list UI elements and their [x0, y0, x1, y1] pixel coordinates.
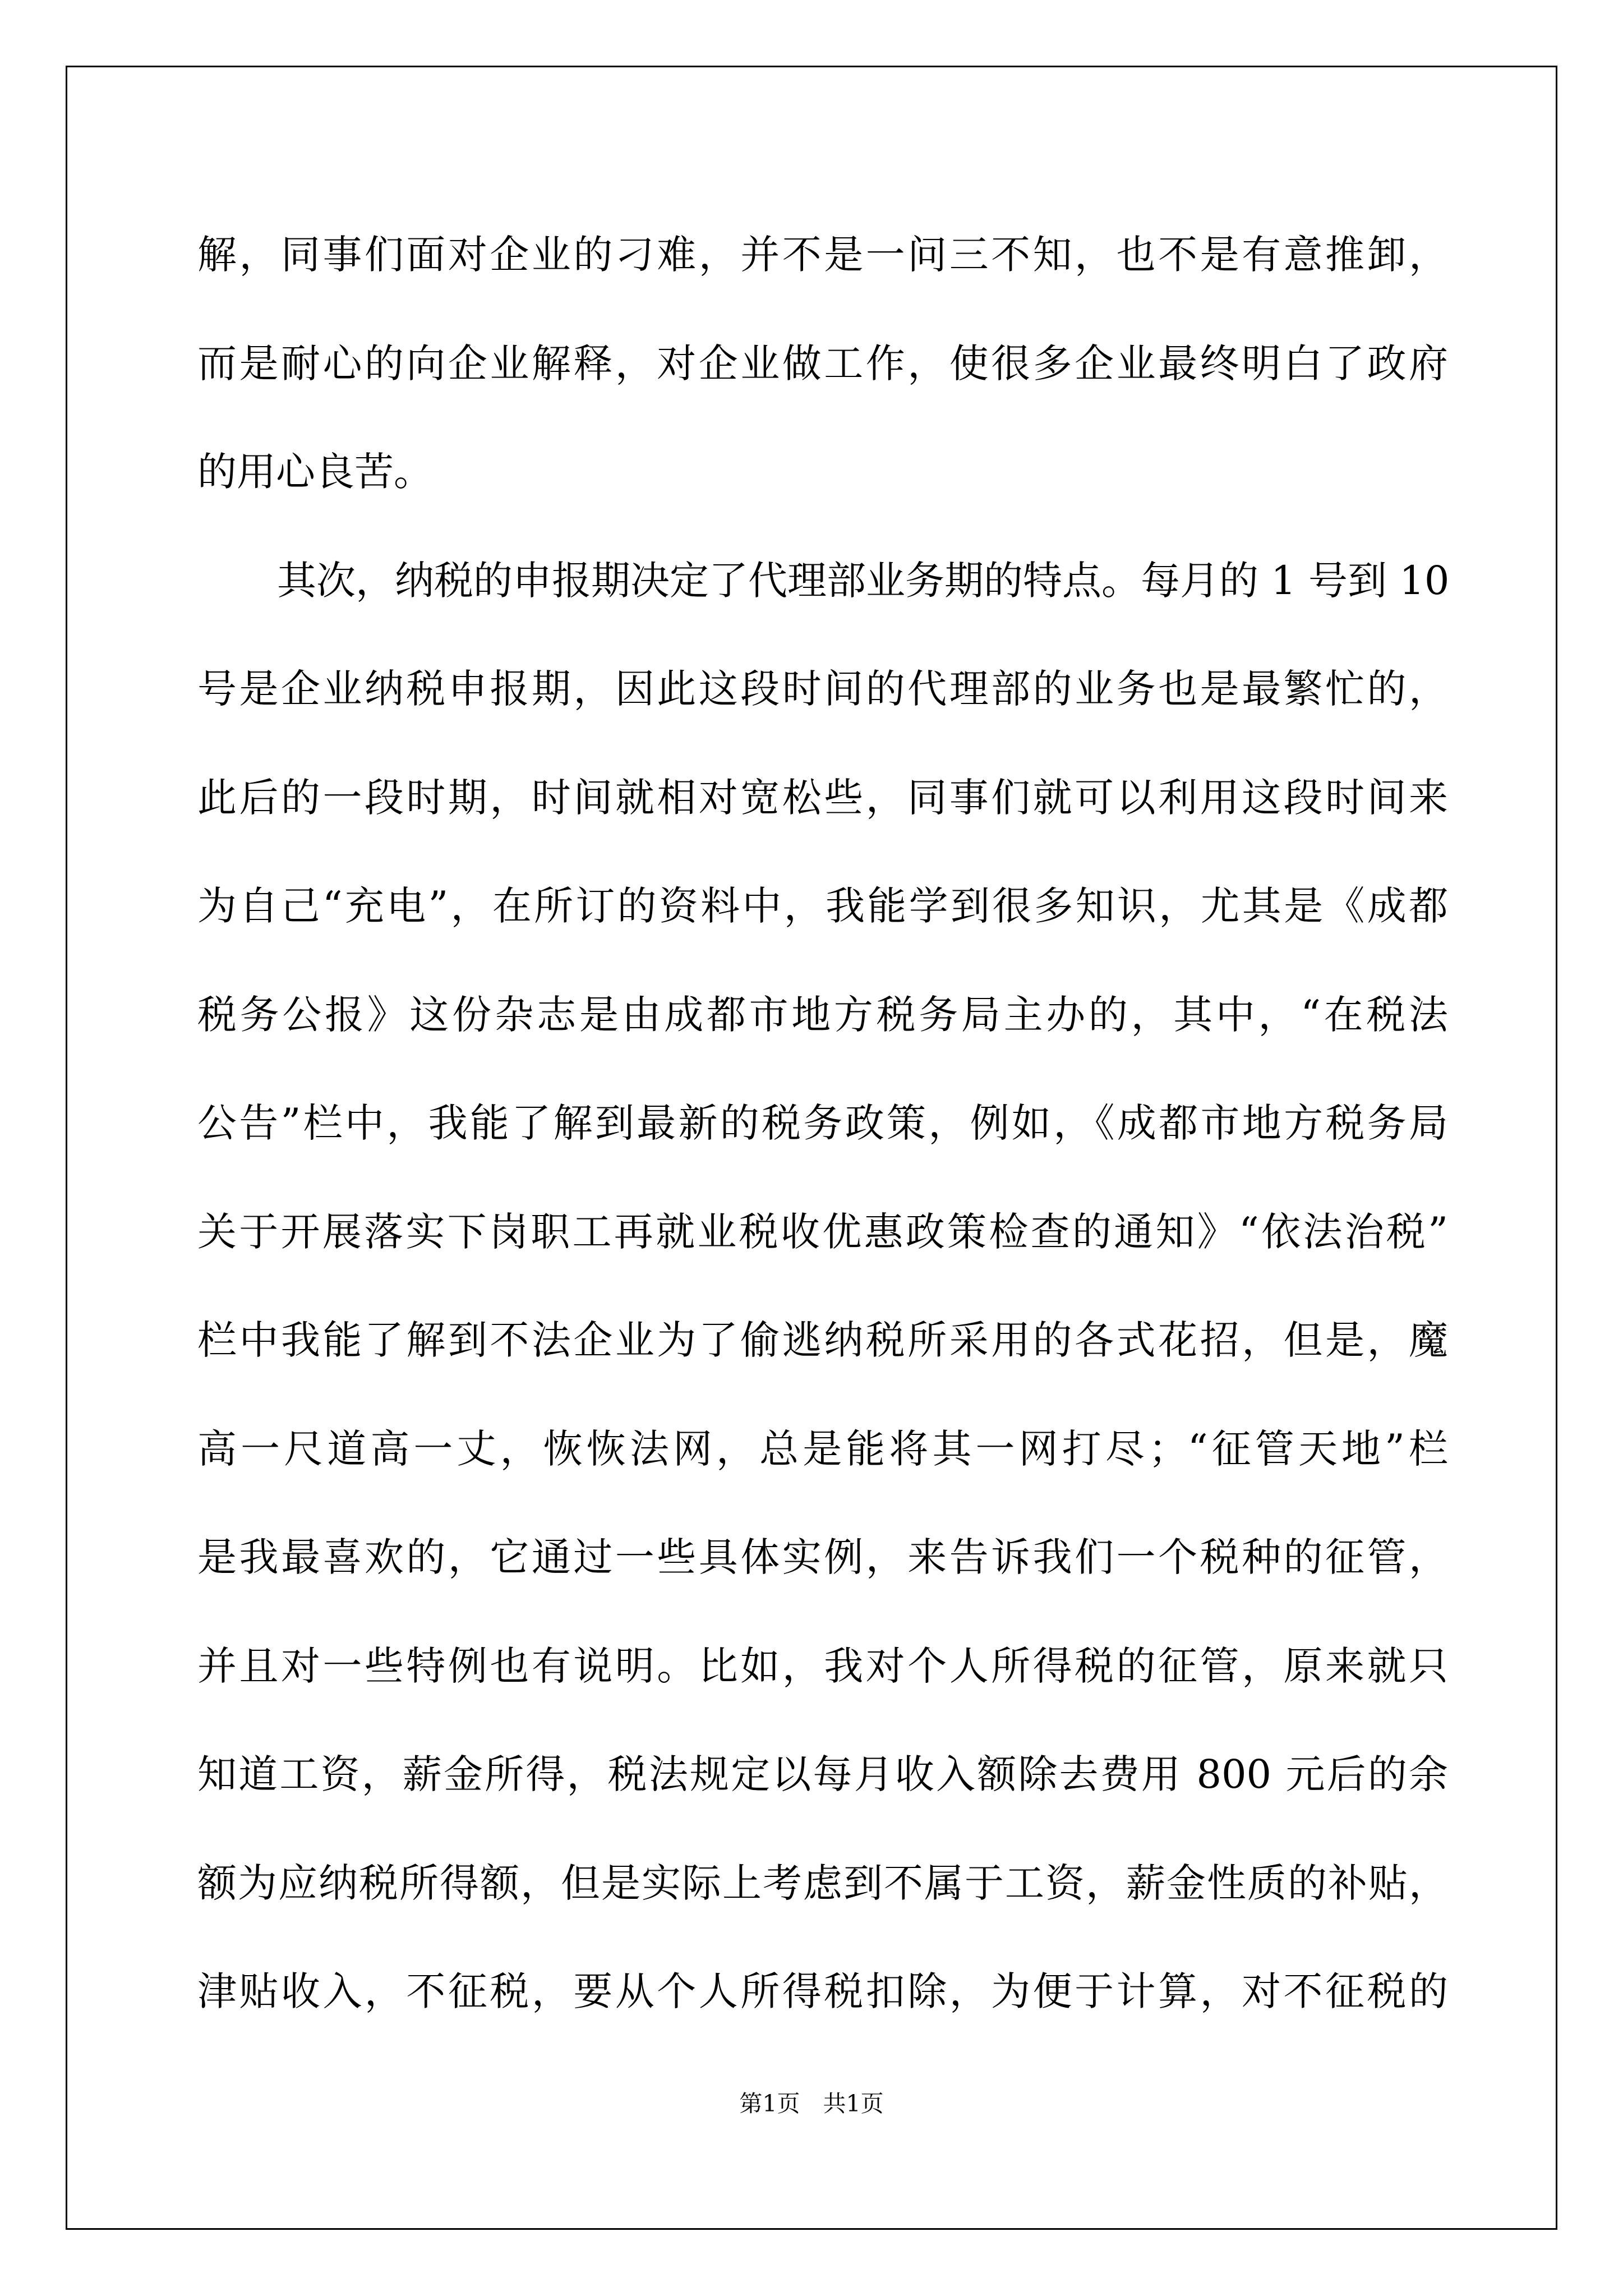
body-text	[197, 201, 1448, 2046]
text-line: 并且对一些特例也有说明。比如，我对个人所得税的征管，原来就只	[197, 1642, 1448, 1689]
page-number-footer: 第1页 共1页	[739, 2090, 884, 2117]
text-line: 号是企业纳税申报期，因此这段时间的代理部的业务也是最繁忙的，	[197, 666, 1448, 712]
text-line: 高一尺道高一丈，恢恢法网，总是能将其一网打尽；“征管天地”栏	[197, 1425, 1448, 1472]
text-line: 关于开展落实下岗职工再就业税收优惠政策检查的通知》“依法治税”	[197, 1208, 1448, 1255]
text-line: 税务公报》这份杂志是由成都市地方税务局主办的，其中，“在税法	[197, 991, 1448, 1038]
text-line: 为自己“充电”，在所订的资料中，我能学到很多知识，尤其是《成都	[197, 883, 1448, 929]
text-line: 知道工资，薪金所得，税法规定以每月收入额除去费用 800 元后的余	[197, 1751, 1448, 1797]
text-line: 此后的一段时期，时间就相对宽松些，同事们就可以利用这段时间来	[197, 774, 1448, 821]
text-line: 解，同事们面对企业的刁难，并不是一问三不知，也不是有意推卸，	[197, 232, 1448, 278]
text-line: 津贴收入，不征税，要从个人所得税扣除，为便于计算，对不征税的	[197, 1968, 1448, 2014]
text-line: 栏中我能了解到不法企业为了偷逃纳税所采用的各式花招，但是，魔	[197, 1317, 1448, 1363]
text-line: 的用心良苦。	[197, 449, 433, 495]
text-line: 是我最喜欢的，它通过一些具体实例，来告诉我们一个税种的征管，	[197, 1534, 1448, 1580]
paragraph-start-line: 其次，纳税的申报期决定了代理部业务期的特点。每月的 1 号到 10	[277, 557, 1450, 604]
text-line: 额为应纳税所得额，但是实际上考虑到不属于工资，薪金性质的补贴，	[197, 1860, 1448, 1906]
text-line: 而是耐心的向企业解释，对企业做工作，使很多企业最终明白了政府	[197, 340, 1448, 386]
text-line: 公告”栏中，我能了解到最新的税务政策，例如，《成都市地方税务局	[197, 1100, 1448, 1146]
